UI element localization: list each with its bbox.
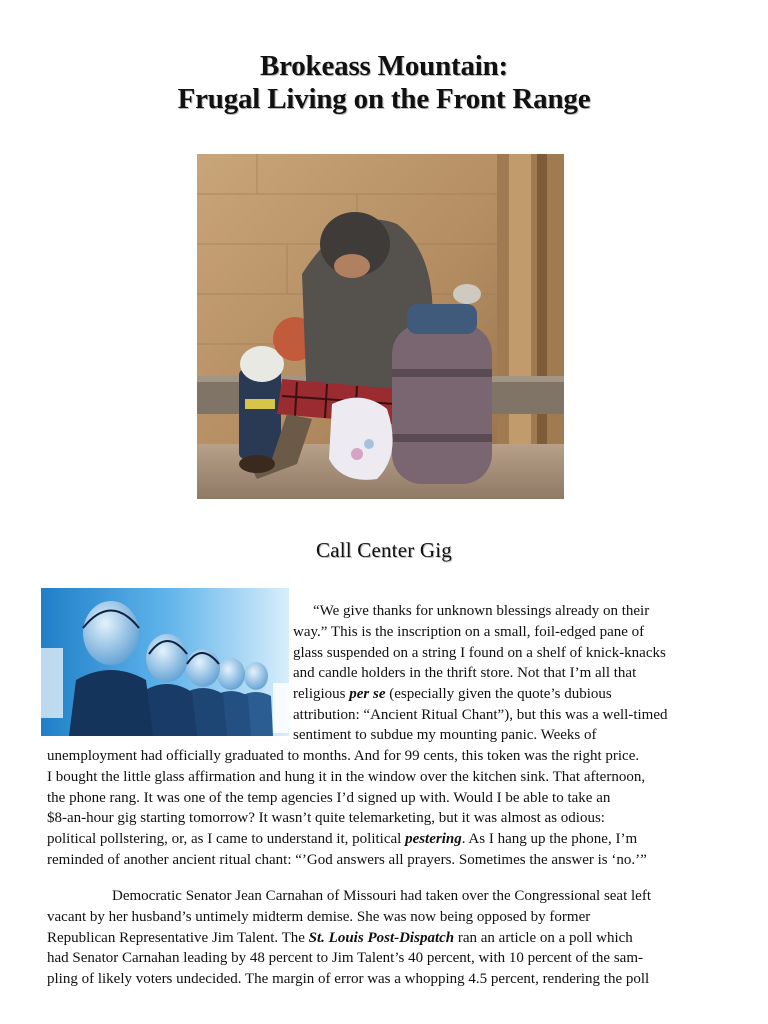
- paragraph1-line-13: reminded of another ancient ritual chant: “’God answers all prayers. Sometimes the answer is ‘no.’”: [47, 852, 647, 868]
- section-heading: Call Center Gig: [316, 538, 452, 562]
- paragraph1-line-6: attribution: “Ancient Ritual Chant”), but this was a well-timed: [293, 707, 668, 723]
- paragraph2-line-1: Democratic Senator Jean Carnahan of Missouri had taken over the Congressional seat left: [112, 888, 651, 904]
- title-line-1: Brokeass Mountain:: [259, 50, 509, 82]
- paragraph1-line-1: “We give thanks for unknown blessings already on their: [313, 603, 650, 619]
- paragraph1-line-2: way.” This is the inscription on a small, foil-edged pane of: [293, 624, 645, 640]
- emphasis-per-se: per se: [349, 686, 386, 702]
- paragraph2-line-3: Republican Representative Jim Talent. The St. Louis Post-Dispatch ran an article on a poll which: [47, 930, 633, 946]
- paragraph1-line-3: glass suspended on a string I found on a shelf of knick-knacks: [293, 645, 666, 661]
- paragraph1-line-5: religious per se (especially given the quote’s dubious: [293, 686, 612, 702]
- title-line-2: Frugal Living on the Front Range: [177, 83, 591, 115]
- paragraph1-line-9: I bought the little glass affirmation and hung it in the window over the kitchen sink. That afternoon,: [47, 769, 646, 785]
- paragraph1-line-10: the phone rang. It was one of the temp agencies I’d signed up with. Would I be able to take an: [47, 790, 611, 806]
- paragraph1-line-8: unemployment had officially graduated to months. And for 99 cents, this token was the right price.: [47, 748, 640, 764]
- paragraph1-line-12: political pollstering, or, as I came to understand it, political pestering. As I hang up the phone, I’m: [47, 831, 638, 847]
- paragraph1-line-11: $8-an-hour gig starting tomorrow? It wasn’t quite telemarketing, but it was almost as odious:: [47, 810, 605, 826]
- paragraph2-line-4: had Senator Carnahan leading by 48 percent to Jim Talent’s 40 percent, with 10 percent of the sam-: [47, 950, 643, 966]
- paragraph1-line-7: sentiment to subdue my mounting panic. Weeks of: [293, 727, 597, 743]
- emphasis-pestering: pestering: [405, 831, 462, 847]
- paragraph1-line-4: and candle holders in the thrift store. Not that I’m all that: [293, 665, 637, 681]
- emphasis-post-dispatch: St. Louis Post-Dispatch: [308, 930, 455, 946]
- paragraph2-line-2: vacant by her husband’s untimely midterm demise. She was now being opposed by former: [47, 909, 591, 925]
- paragraph2-line-5: pling of likely voters undecided. The margin of error was a whopping 4.5 percent, rendering the poll: [47, 971, 650, 987]
